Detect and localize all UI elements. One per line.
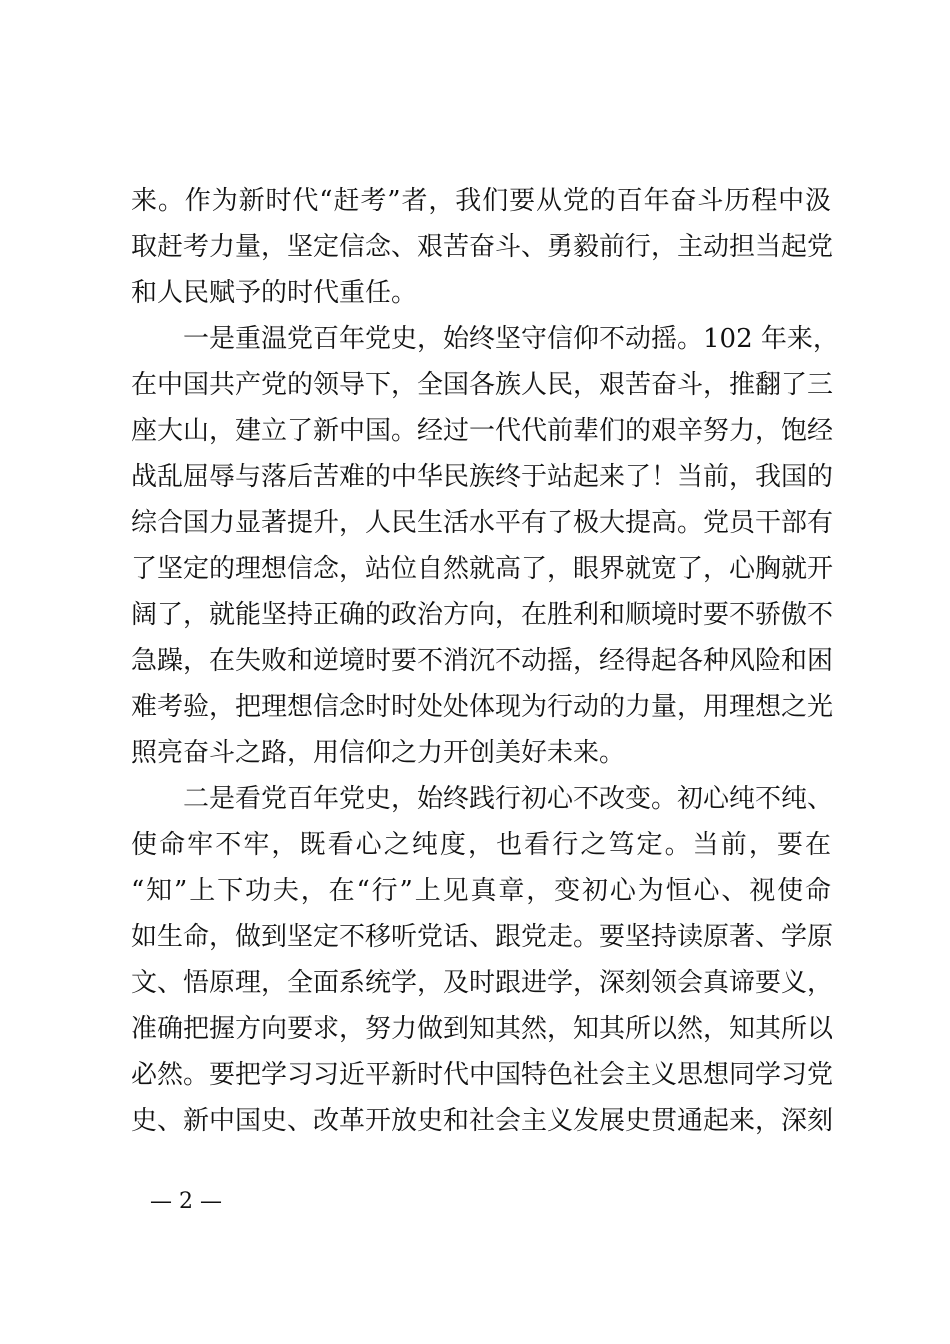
page-number: — 2 — bbox=[150, 1189, 222, 1214]
text-line: 来。作为新时代“赶考”者，我们要从党的百年奋斗历程中汲 bbox=[131, 186, 831, 216]
text-line: 必然。要把学习习近平新时代中国特色社会主义思想同学习党 bbox=[131, 1060, 834, 1090]
text-line: 战乱屈辱与落后苦难的中华民族终于站起来了！当前，我国的 bbox=[131, 462, 834, 492]
text-line: “知”上下功夫，在“行”上见真章，变初心为恒心、视使命 bbox=[131, 876, 831, 906]
text-line: 阔了，就能坚持正确的政治方向，在胜利和顺境时要不骄傲不 bbox=[131, 600, 834, 630]
text-line: 急躁，在失败和逆境时要不消沉不动摇，经得起各种风险和困 bbox=[131, 646, 834, 676]
text-line: 和人民赋予的时代重任。 bbox=[131, 278, 418, 308]
text-line: 文、悟原理，全面系统学，及时跟进学，深刻领会真谛要义， bbox=[131, 968, 834, 998]
text-line: 二是看党百年党史，始终践行初心不改变。初心纯不纯、 bbox=[131, 784, 834, 814]
text-line: 了坚定的理想信念，站位自然就高了，眼界就宽了，心胸就开 bbox=[131, 554, 834, 584]
paragraph-2 bbox=[131, 316, 839, 776]
text-line: 史、新中国史、改革开放史和社会主义发展史贯通起来，深刻 bbox=[131, 1106, 834, 1136]
text-line: 取赶考力量，坚定信念、艰苦奋斗、勇毅前行，主动担当起党 bbox=[131, 232, 834, 262]
text-line: 准确把握方向要求，努力做到知其然，知其所以然，知其所以 bbox=[131, 1014, 834, 1044]
paragraph-3 bbox=[131, 776, 834, 1144]
text-line: 使命牢不牢，既看心之纯度，也看行之笃定。当前，要在 bbox=[131, 830, 831, 860]
text-line: 综合国力显著提升，人民生活水平有了极大提高。党员干部有 bbox=[131, 508, 834, 538]
text-line: 照亮奋斗之路，用信仰之力开创美好未来。 bbox=[131, 738, 626, 768]
body-text bbox=[131, 178, 839, 1144]
text-line: 难考验，把理想信念时时处处体现为行动的力量，用理想之光 bbox=[131, 692, 834, 722]
text-line: 在中国共产党的领导下，全国各族人民，艰苦奋斗，推翻了三 bbox=[131, 370, 834, 400]
text-line: 如生命，做到坚定不移听党话、跟党走。要坚持读原著、学原 bbox=[131, 922, 834, 952]
paragraph-1 bbox=[131, 178, 834, 316]
text-line: 一是重温党百年党史，始终坚守信仰不动摇。102 年来， bbox=[131, 324, 839, 354]
text-line: 座大山，建立了新中国。经过一代代前辈们的艰辛努力，饱经 bbox=[131, 416, 834, 446]
